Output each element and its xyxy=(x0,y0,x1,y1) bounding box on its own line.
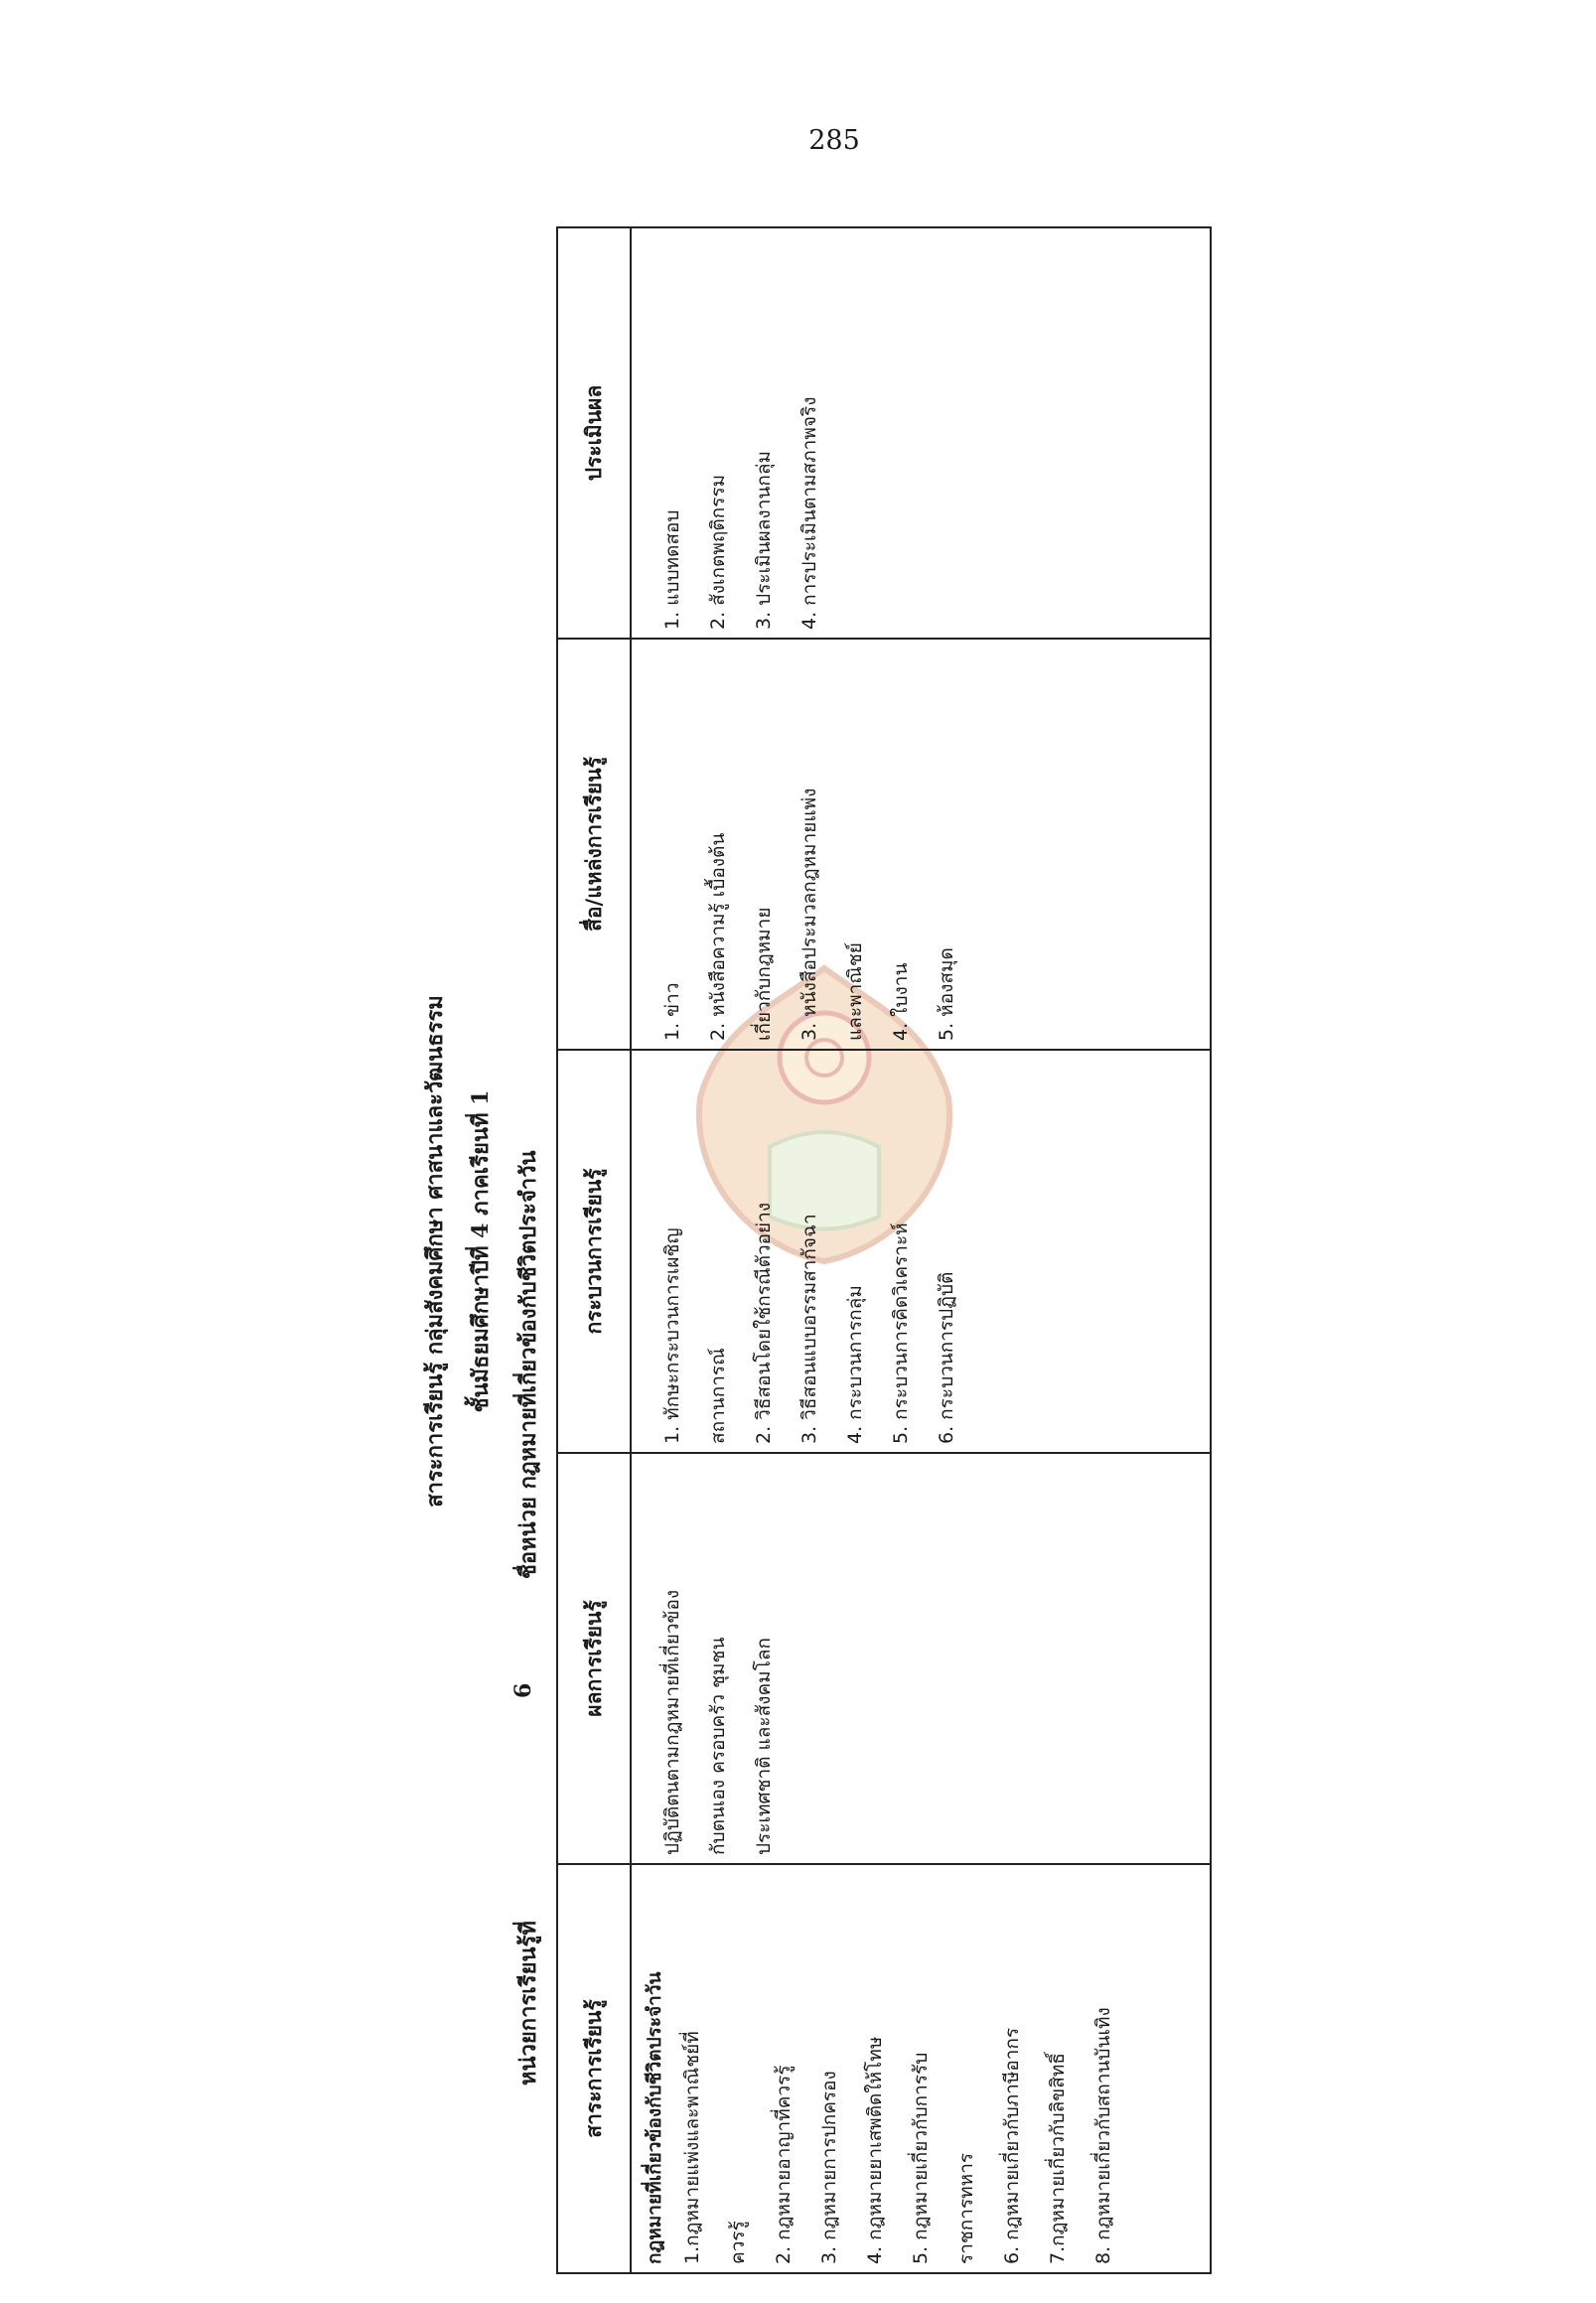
process-cell xyxy=(631,1050,1211,1453)
cell-line: 2. สังเกตพฤติกรรม xyxy=(707,474,729,630)
cell-line: 3. ประเมินผลงานกลุ่ม xyxy=(753,450,775,630)
cell-line: 1. ทักษะกระบวนการเผชิญ xyxy=(661,1227,683,1444)
cell-line: 1.กฎหมายแพ่งและพาณิชย์ที่ xyxy=(681,2031,703,2264)
cell-line: 6. กฎหมายเกี่ยวกับภาษีอากร xyxy=(1001,2027,1023,2264)
content-cell xyxy=(631,1864,1211,2273)
rotated-document xyxy=(407,228,1222,2274)
cell-line: ควรรู้ xyxy=(727,2221,749,2264)
cell-line: 4. กระบวนการกลุ่ม xyxy=(844,1285,866,1444)
learning-plan-table xyxy=(556,226,1212,2274)
column-header: สาระการเรียนรู้ xyxy=(557,1864,631,2273)
cell-line: ประเทศชาติ และสังคมโลก xyxy=(753,1637,775,1855)
cell-line: สถานการณ์ xyxy=(707,1348,729,1444)
cell-line: 2. กฎหมายอาญาที่ควรรู้ xyxy=(773,2065,795,2264)
column-header: สื่อ/แหล่งการเรียนรู้ xyxy=(557,639,631,1050)
column-header: ผลการเรียนรู้ xyxy=(557,1453,631,1864)
cell-line: กับตนเอง ครอบครัว ชุมชน xyxy=(707,1637,729,1855)
cell-line: 4. การประเมินตามสภาพจริง xyxy=(798,396,820,630)
cell-line: 3. หนังสือประมวลกฎหมายแพ่ง xyxy=(798,788,820,1041)
cell-line: 4. กฎหมายยาเสพติดให้โทษ xyxy=(864,2036,886,2264)
column-header: ประเมินผล xyxy=(557,227,631,639)
cell-line: 1. แบบทดสอบ xyxy=(661,509,683,630)
table-row xyxy=(631,227,1211,2273)
outcomes-cell xyxy=(631,1453,1211,1864)
header-unit-name: ชื่อหน่วย กฎหมายที่เกี่ยวข้องกับชีวิตประจำวัน xyxy=(515,1150,541,1579)
cell-line: 3. กฎหมายการปกครอง xyxy=(818,2071,840,2264)
evaluation-cell xyxy=(631,227,1211,639)
cell-line: 7.กฎหมายเกี่ยวกับลิขสิทธิ์ xyxy=(1047,2053,1069,2264)
cell-line: 5. ห้องสมุด xyxy=(936,947,957,1041)
table-header-row xyxy=(557,227,631,2273)
content-heading: กฎหมายที่เกี่ยวข้องกับชีวิตประจำวัน xyxy=(644,1971,665,2264)
header-subject: สาระการเรียนรู้ กลุ่มสังคมศึกษา ศาสนาและวัฒนธรรม xyxy=(422,995,448,1508)
cell-line: ปฏิบัติตนตามกฎหมายที่เกี่ยวข้อง xyxy=(661,1589,683,1855)
cell-line: 8. กฎหมายเกี่ยวกับสถานบันเทิง xyxy=(1092,2007,1114,2264)
header-unit-label: หน่วยการเรียนรู้ที่ xyxy=(515,1921,541,2086)
page-number: 285 xyxy=(808,125,860,156)
cell-line: 1. ข่าว xyxy=(661,982,683,1041)
header-grade: ชั้นมัธยมศึกษาปีที่ 4 ภาคเรียนที่ 1 xyxy=(468,1089,494,1413)
column-header: กระบวนการเรียนรู้ xyxy=(557,1050,631,1453)
media-cell xyxy=(631,639,1211,1050)
header-unit-number: 6 xyxy=(510,1682,536,1698)
cell-line: 2. วิธีสอนโดยใช้กรณีตัวอย่าง xyxy=(753,1202,775,1444)
cell-line: และพาณิชย์ xyxy=(844,942,866,1041)
cell-line: 6. กระบวนการปฏิบัติ xyxy=(936,1271,957,1444)
cell-line: 2. หนังสือความรู้ เบื้องต้น xyxy=(707,832,729,1041)
cell-line: 4. ใบงาน xyxy=(890,962,912,1041)
cell-line: 5. กระบวนการคิดวิเคราะห์ xyxy=(890,1223,912,1444)
cell-line: ราชการทหาร xyxy=(955,2152,977,2264)
cell-line: 5. กฎหมายเกี่ยวกับการรับ xyxy=(910,2052,932,2264)
cell-line: เกี่ยวกับกฎหมาย xyxy=(753,907,775,1041)
cell-line: 3. วิธีสอนแบบอรรมสากัจฉา xyxy=(798,1214,820,1444)
